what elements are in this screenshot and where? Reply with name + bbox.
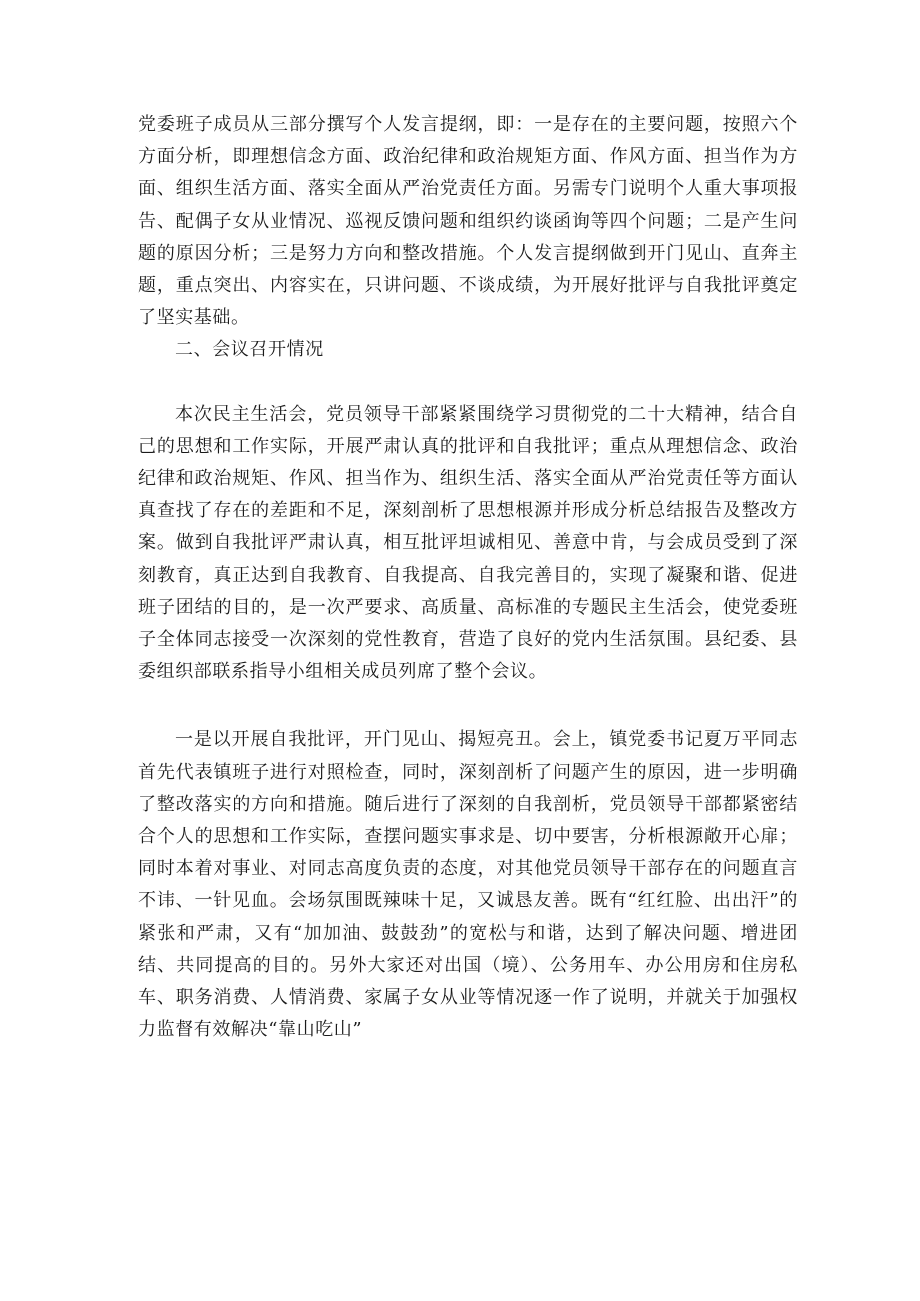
paragraph-outline: 党委班子成员从三部分撰写个人发言提纲，即：一是存在的主要问题，按照六个方面分析，即理想信念方面、政治纪律和政治规矩方面、作风方面、担当作为方面、组织生活方面、落实全面从严治党责任方面。另需专门说明个人重大事项报告、配偶子女从业情况、巡视反馈问题和组织约谈函询等四个问题；二是产生问题的原因分析；三是努力方向和整改措施。个人发言提纲做到开门见山、直奔主题，重点突出、内容实在，只讲问题、不谈成绩，为开展好批评与自我批评奠定了坚实基础。 (138, 114, 798, 329)
section-heading-meeting: 二、会议召开情况 (175, 339, 324, 361)
document-body (138, 109, 798, 1046)
paragraph-self-criticism: 一是以开展自我批评，开门见山、揭短亮丑。会上，镇党委书记夏万平同志首先代表镇班子进行对照检查，同时，深刻剖析了问题产生的原因，进一步明确了整改落实的方向和措施。随后进行了深刻的自我剖析，党员领导干部都紧密结合个人的思想和工作实际，查摆问题实事求是、切中要害，分析根源敞开心扉；同时本着对事业、对同志高度负责的态度，对其他党员领导干部存在的问题直言不讳、一针见血。会场氛围既辣味十足，又诚恳友善。既有“红红脸、出出汗”的紧张和严肃，又有“加加油、鼓鼓劲”的宽松与和谐，达到了解决问题、增进团结、共同提高的目的。另外大家还对出国（境）、公务用车、办公用房和住房私车、职务消费、人情消费、家属子女从业等情况逐一作了说明，并就关于加强权力监督有效解决“靠山吃山” (138, 729, 798, 1041)
paragraph-meeting-overview: 本次民主生活会，党员领导干部紧紧围绕学习贯彻党的二十大精神，结合自己的思想和工作实际，开展严肃认真的批评和自我批评；重点从理想信念、政治纪律和政治规矩、作风、担当作为、组织生活、落实全面从严治党责任等方面认真查找了存在的差距和不足，深刻剖析了思想根源并形成分析总结报告及整改方案。做到自我批评严肃认真，相互批评坦诚相见、善意中肯，与会成员受到了深刻教育，真正达到自我教育、自我提高、自我完善目的，实现了凝聚和谐、促进班子团结的目的，是一次严要求、高质量、高标准的专题民主生活会，使党委班子全体同志接受一次深刻的党性教育，营造了良好的党内生活氛围。县纪委、县委组织部联系指导小组相关成员列席了整个会议。 (138, 403, 798, 683)
